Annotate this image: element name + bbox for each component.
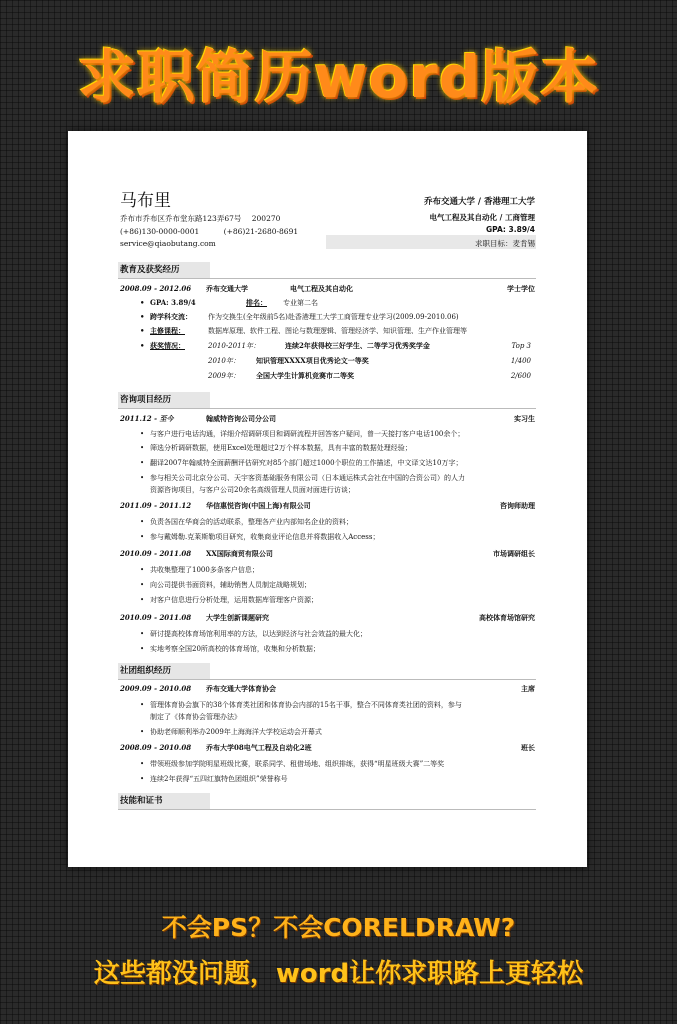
edu-courses-label: • 主修课程： xyxy=(150,326,185,336)
divider xyxy=(118,679,536,680)
club-org: 乔布交通大学体育协会 xyxy=(206,684,276,693)
footer-line-1: 不会PS？不会CORELDRAW? xyxy=(161,913,516,942)
gpa-header: GPA: 3.89/4 xyxy=(486,225,535,234)
job-bullet: • 参与戴姆勒.克莱斯勒项目研究，收集商业评论信息并将数据收入Access； xyxy=(150,532,379,542)
award-text: 全国大学生计算机竞赛市二等奖 xyxy=(256,371,354,380)
job-role: 咨询师助理 xyxy=(500,501,535,510)
award-year: 2010-2011年： xyxy=(208,342,260,350)
edu-rank-label: 排名： xyxy=(246,298,267,307)
address xyxy=(120,213,280,224)
edu-gpa: • GPA: 3.89/4 xyxy=(150,298,196,308)
edu-school: 乔布交通大学 xyxy=(206,284,248,293)
section-clubs: 社团组织经历 xyxy=(118,663,210,679)
job-bullet: • 对客户信息进行分析处理，运用数据库管理客户资源； xyxy=(150,595,318,605)
club-role: 主席 xyxy=(521,684,535,693)
job-bullet: • 共收集整理了1000多条客户信息； xyxy=(150,565,259,575)
section-skills: 技能和证书 xyxy=(118,793,210,809)
job-org: 华信惠悦咨询(中国上海)有限公司 xyxy=(206,501,311,510)
major-header: 电气工程及其自动化 / 工商管理 xyxy=(429,213,535,222)
award-rank: 2/600 xyxy=(510,372,531,380)
job-role: 高校体育场馆研究 xyxy=(479,613,535,622)
club-date: 2008.09 - 2010.08 xyxy=(120,743,192,752)
award-year: 2010年： xyxy=(208,357,240,365)
award-text: 知识管理XXXX项目优秀论文一等奖 xyxy=(256,356,369,365)
objective: 求职目标：麦肯锡 xyxy=(475,239,535,248)
award-rank: 1/400 xyxy=(510,357,531,365)
edu-courses-text: 数据库原理、软件工程、图论与数理逻辑、管理经济学、知识管理、生产作业管理等 xyxy=(208,327,467,335)
club-bullet: • 带领班级参加学院明星班级比赛，联系同学、租借场地、组织排练，获得“明星班级大赛”二等奖 xyxy=(150,759,444,769)
club-bullet: • 协助老师顺利举办2009年上海海洋大学校运动会开幕式 xyxy=(150,727,322,737)
job-bullet-cont: 资源咨询项目，与客户公司20余名高级管理人员面对面进行访谈； xyxy=(150,486,355,494)
divider xyxy=(118,408,536,409)
resume-paper xyxy=(68,131,587,867)
job-date: 2010.09 - 2011.08 xyxy=(120,613,192,622)
postcode: 200270 xyxy=(251,214,281,223)
job-org: XX国际商贸有限公司 xyxy=(206,549,273,558)
job-bullet: • 翻译2007年翰威特全面薪酬评估研究对85个部门超过1000个职位的工作描述，中文译文达10万字； xyxy=(150,458,462,468)
job-org: 大学生创新课题研究 xyxy=(206,613,269,622)
section-education: 教育及获奖经历 xyxy=(118,262,210,278)
edu-cross-text: 作为交换生(全年级前5名)赴香港理工大学工商管理专业学习(2009.09-2010.06) xyxy=(208,313,459,321)
resume-name: 马布里 xyxy=(120,191,171,211)
job-bullet: • 实地考察全国20所高校的体育场馆，收集和分析数据； xyxy=(150,644,320,654)
job-bullet: • 研讨提高校体育场馆利用率的方法，以达到经济与社会效益的最大化； xyxy=(150,629,367,639)
club-org: 乔布大学08电气工程及自动化2班 xyxy=(206,743,312,752)
divider xyxy=(118,809,536,810)
edu-awards-label: • 获奖情况： xyxy=(150,341,185,351)
club-date: 2009.09 - 2010.08 xyxy=(120,684,192,693)
club-bullet: • 管理体育协会旗下的38个体育类社团和体育协会内部的15名干事，整合不同体育类社团的资料，参与 xyxy=(150,700,462,710)
banner-title: 求职简历word版本 xyxy=(77,43,600,111)
divider xyxy=(118,278,536,279)
job-date: 2010.09 - 2011.08 xyxy=(120,549,192,558)
award-rank: Top 3 xyxy=(511,342,531,350)
award-text: 连续2年获得校三好学生、二等学习优秀奖学金 xyxy=(285,341,430,350)
edu-date: 2008.09 - 2012.06 xyxy=(120,284,192,293)
phone-line xyxy=(120,226,298,237)
job-org: 翰威特咨询公司分公司 xyxy=(206,414,276,423)
club-bullet: • 连续2年获得“五四红旗特色团组织”荣誉称号 xyxy=(150,774,288,784)
job-role: 实习生 xyxy=(514,414,535,423)
school-header: 乔布交通大学 / 香港理工大学 xyxy=(423,197,535,207)
club-role: 班长 xyxy=(521,743,535,752)
award-year: 2009年： xyxy=(208,372,240,380)
edu-rank-value: 专业第二名 xyxy=(283,299,318,307)
job-bullet: • 与客户进行电话沟通，详细介绍调研项目和调研流程并回答客户疑问，曾一天接打客户电话100余个； xyxy=(150,429,464,439)
email[interactable]: service@qiaobutang.com xyxy=(120,239,216,248)
phone: (+86)130-0000-0001 xyxy=(120,227,200,236)
address-text: 乔布市乔布区乔布堂东路123弄67号 xyxy=(120,214,242,223)
job-bullet: • 向公司提供书面资料，辅助销售人员制定战略规划； xyxy=(150,580,311,590)
job-bullet: • 参与相关公司北京分公司、天宇客资基础服务有限公司（日本通运株式会社在中国的合资公司）的人力 xyxy=(150,473,465,483)
job-date: 2011.09 - 2011.12 xyxy=(120,501,192,510)
job-date: 2011.12 - 至今 xyxy=(120,414,174,423)
edu-degree: 学士学位 xyxy=(507,284,535,293)
club-bullet-cont: 制定了《体育协会管理办法》 xyxy=(150,713,241,721)
job-bullet: • 负责各国在华商会的活动联系，整理各产业内部知名企业的资料； xyxy=(150,517,353,527)
section-consulting: 咨询项目经历 xyxy=(118,392,210,408)
edu-major: 电气工程及其自动化 xyxy=(290,284,353,293)
edu-cross-label: • 跨学科交流： xyxy=(150,312,192,322)
job-bullet: • 筛选分析调研数据，使用Excel处理超过2万个样本数据，具有丰富的数据处理经验； xyxy=(150,443,412,453)
job-role: 市场调研组长 xyxy=(493,549,535,558)
footer-line-2: 这些都没问题，word让你求职路上更轻松 xyxy=(93,959,584,989)
fax: (+86)21-2680-8691 xyxy=(223,227,299,236)
